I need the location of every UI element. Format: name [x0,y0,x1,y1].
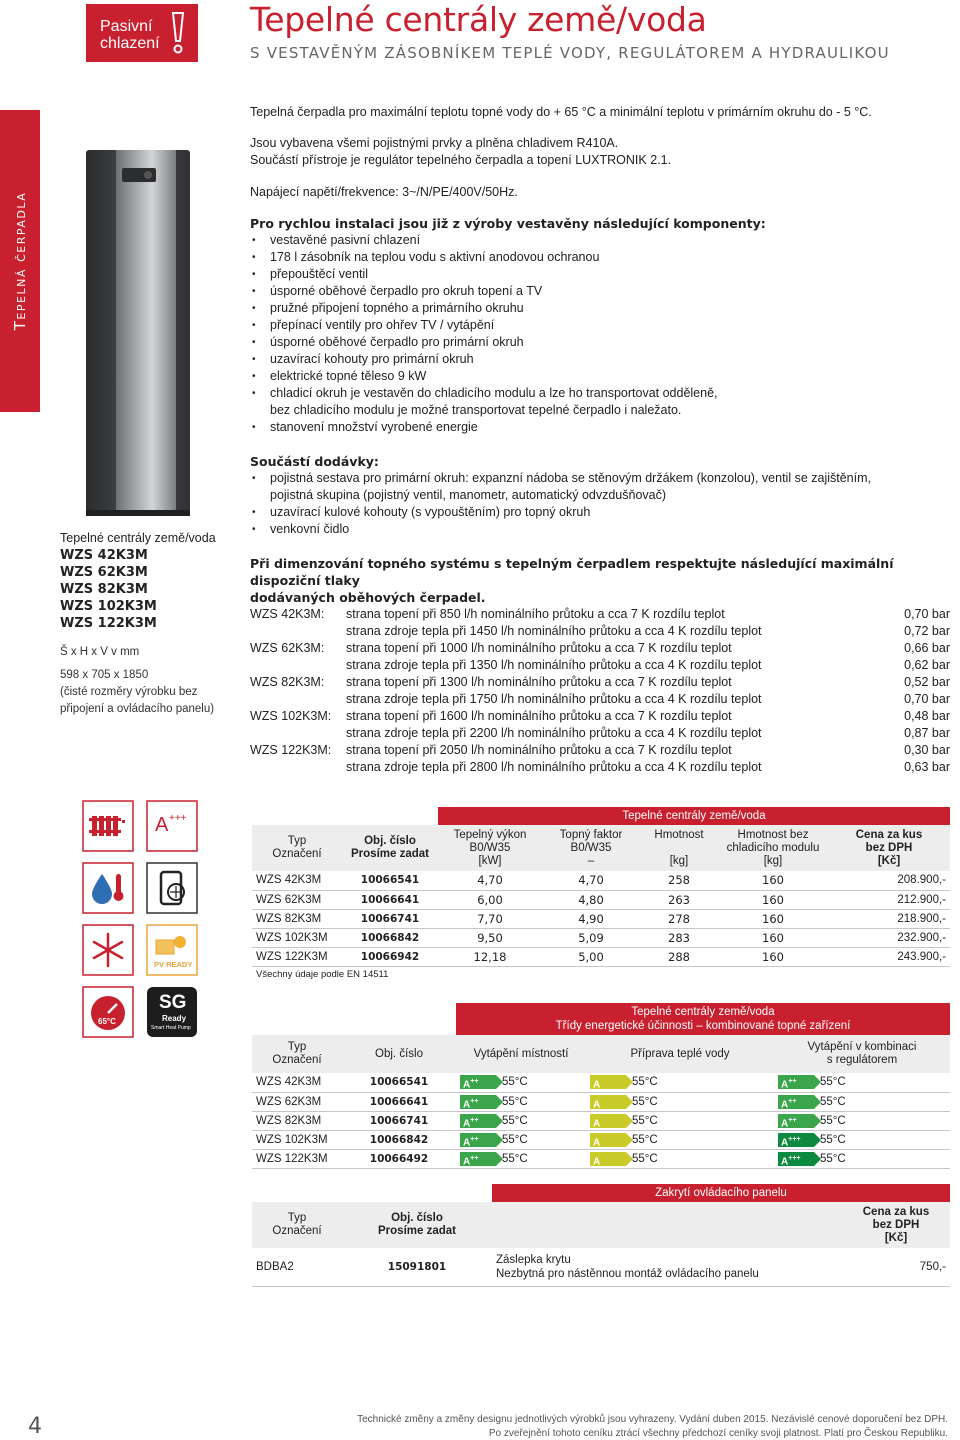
table-row [252,947,950,966]
page-title: Tepelné centrály země/voda [250,0,707,39]
cell-hmotnost: 258 [640,871,718,890]
table-row [252,1130,950,1149]
energy-badge: A++ [460,1114,496,1128]
cell-obj: 10066541 [342,1073,456,1092]
footer-line: Technické změny a změny designu jednotlivých výrobků jsou vyhrazeny. Vydání duben 2015. Nezávislé cenové doporučení bez DPH. [357,1414,948,1425]
cell-obj: 10066641 [342,1092,456,1111]
cell-tv: A 55°C [586,1130,774,1149]
cell-price: 243.900,- [828,947,950,966]
energy-badge: A++ [460,1152,496,1166]
list-item-continuation: bez chladicího modulu je možné transportovat tepelné čerpadlo i naležato. [270,403,682,417]
section-tab [0,110,40,412]
col-header-empty [492,1202,842,1248]
col-header: Typ Označení [252,1202,342,1248]
cell-faktor: 4,70 [542,871,640,890]
cell-tv: A 55°C [586,1092,774,1111]
accessory-table [252,1184,950,1287]
cell-price: 218.900,- [828,909,950,928]
intro-text: Součástí přístroje je regulátor tepelného čerpadla a topení LUXTRONIK 2.1. [250,153,672,167]
pressure-desc: strana zdroje tepla při 1750 l/h nominálního průtoku a cca 4 K rozdílu teplot [346,692,762,706]
cell-vytapeni: A++ 55°C [456,1111,586,1130]
cell-tv: A 55°C [586,1149,774,1168]
pressure-heading: dodávaných oběhových čerpadel. [250,590,486,605]
pressure-row [250,742,950,759]
energy-badge: A++ [460,1133,496,1147]
list-item: • venkovní čidlo [250,521,950,538]
cell-typ: WZS 42K3M [252,1073,342,1092]
energy-badge: A [590,1133,626,1147]
pressure-value: 0,62 bar [904,658,950,672]
table-row [252,1092,950,1111]
max-temperature-label: 65°C [98,1017,116,1026]
logo-line2: chlazení [100,35,160,52]
pressure-model: WZS 82K3M: [250,675,325,689]
pressure-row [250,606,950,623]
list-item: • chladicí okruh je vestavěn do chladicího modulu a lze ho transportovat odděleně, [250,385,950,402]
model-name: WZS 82K3M [60,582,148,597]
dimensions-note: připojení a ovládacího panelu) [60,703,215,715]
cell-typ: WZS 102K3M [252,928,342,947]
components-list [250,232,950,402]
cell-vytapeni: A++ 55°C [456,1092,586,1111]
pressure-table [250,606,950,776]
cell-faktor: 5,09 [542,928,640,947]
cell-typ: WZS 62K3M [252,1092,342,1111]
cell-desc: Záslepka krytu Nezbytná pro nástěnnou montáž ovládacího panelu [492,1248,842,1286]
product-name: Tepelné centrály země/voda [60,531,216,545]
cell-typ: WZS 42K3M [252,871,342,890]
pressure-row [250,674,950,691]
pressure-row [250,759,950,776]
pressure-row [250,657,950,674]
cell-typ: WZS 122K3M [252,1149,342,1168]
pressure-heading: Při dimenzování topného systému s tepelným čerpadlem respektujte následující maximální dispoziční tlaky [250,556,894,588]
delivery-list-tail [250,504,950,538]
list-item: • 178 l zásobník na teplou vodu s aktivní anodovou ochranou [250,249,950,266]
cell-hmotnost: 283 [640,928,718,947]
pressure-row [250,708,950,725]
pressure-desc: strana topení při 2050 l/h nominálního průtoku a cca 7 K rozdílu teplot [346,743,732,757]
col-header: Cena za kus bez DPH [Kč] [828,825,950,871]
mobile-control-icon [146,862,198,914]
cell-obj: 10066942 [342,947,438,966]
pressure-value: 0,48 bar [904,709,950,723]
model-name: WZS 102K3M [60,599,157,614]
power-supply-text: Napájecí napětí/frekvence: 3~/N/PE/400V/50Hz. [250,185,518,199]
table-note: Všechny údaje podle EN 14511 [256,969,389,981]
col-header: Vytápění v kombinaci s regulátorem [774,1035,950,1073]
cell-obj: 10066842 [342,1130,456,1149]
max-temperature-icon [82,986,134,1038]
pressure-model: WZS 102K3M: [250,709,332,723]
pressure-row [250,725,950,742]
pressure-model: WZS 62K3M: [250,641,325,655]
cell-typ: WZS 82K3M [252,1111,342,1130]
components-list-tail [250,419,950,436]
model-name: WZS 122K3M [60,616,157,631]
table-row [252,871,950,890]
table-title: Tepelné centrály země/voda Třídy energetické účinnosti – kombinované topné zařízení [456,1003,950,1035]
table-row [252,1111,950,1130]
main-content [250,104,950,776]
cell-vykon: 12,18 [438,947,542,966]
list-item: • pojistná sestava pro primární okruh: expanzní nádoba se stěnovým držákem (konzolou), ventil se zajištěním, [250,470,950,487]
cell-vykon: 7,70 [438,909,542,928]
cell-hmotnost: 263 [640,890,718,909]
pv-ready-label: PV READY [154,960,193,969]
col-header: Typ Označení [252,1035,342,1073]
cell-obj: 10066741 [342,909,438,928]
intro-text: Jsou vybavena všemi pojistnými prvky a plněna chladivem R410A. [250,136,619,150]
energy-badge: A++ [778,1114,814,1128]
dimensions-label: Š x H x V v mm [60,646,140,658]
col-header: Hmotnost [kg] [640,825,718,871]
pressure-desc: strana zdroje tepla při 2800 l/h nominálního průtoku a cca 4 K rozdílu teplot [346,760,762,774]
pressure-row [250,691,950,708]
sg-label: SG [159,992,187,1013]
exclamation-icon [164,11,190,55]
dimensions-note: (čisté rozměry výrobku bez [60,686,198,698]
cell-hmotnost-bez: 160 [718,928,828,947]
table-row [252,1149,950,1168]
cell-hmotnost: 278 [640,909,718,928]
cell-obj: 15091801 [342,1248,492,1286]
logo-line1: Pasivní [100,18,153,35]
col-header: Topný faktor B0/W35 – [542,825,640,871]
water-temperature-icon [82,862,134,914]
list-item: • přepínací ventily pro ohřev TV / vytápění [250,317,950,334]
model-name: WZS 42K3M [60,548,148,563]
pressure-value: 0,70 bar [904,607,950,621]
cell-vykon: 6,00 [438,890,542,909]
cell-hmotnost-bez: 160 [718,909,828,928]
col-header: Obj. číslo Prosíme zadat [342,825,438,871]
radiator-icon [82,800,134,852]
energy-class-label: A [155,814,169,836]
cell-kombinace: A+++ 55°C [774,1130,950,1149]
cell-kombinace: A++ 55°C [774,1073,950,1092]
cell-hmotnost-bez: 160 [718,871,828,890]
table-row [252,909,950,928]
col-header: Obj. číslo Prosíme zadat [342,1202,492,1248]
cell-typ: WZS 122K3M [252,947,342,966]
list-item-continuation: pojistná skupina (pojistný ventil, manometr, automatický odvzdušňovač) [270,488,667,502]
col-header: Hmotnost bez chladicího modulu [kg] [718,825,828,871]
pressure-value: 0,52 bar [904,675,950,689]
cell-vykon: 9,50 [438,928,542,947]
pressure-value: 0,70 bar [904,692,950,706]
cell-tv: A 55°C [586,1073,774,1092]
pressure-desc: strana topení při 850 l/h nominálního průtoku a cca 7 K rozdílu teplot [346,607,725,621]
pressure-desc: strana topení při 1600 l/h nominálního průtoku a cca 7 K rozdílu teplot [346,709,732,723]
cell-price: 750,- [842,1248,950,1286]
footer-disclaimer [357,1413,948,1440]
table-row [252,1073,950,1092]
cell-vytapeni: A++ 55°C [456,1073,586,1092]
section-tab-label: Tepelná čerpadla [11,191,29,331]
price-table [252,807,950,983]
pressure-desc: strana topení při 1000 l/h nominálního průtoku a cca 7 K rozdílu teplot [346,641,732,655]
table-row [252,1248,950,1286]
list-item: • úsporné oběhové čerpadlo pro primární okruh [250,334,950,351]
components-heading: Pro rychlou instalaci jsou již z výroby vestavěny následující komponenty: [250,216,766,231]
cell-kombinace: A++ 55°C [774,1092,950,1111]
energy-badge: A [590,1152,626,1166]
pressure-value: 0,30 bar [904,743,950,757]
col-header: Vytápění místností [456,1035,586,1073]
pressure-desc: strana zdroje tepla při 2200 l/h nominálního průtoku a cca 4 K rozdílu teplot [346,726,762,740]
page-subtitle: S VESTAVĚNÝM ZÁSOBNÍKEM TEPLÉ VODY, REGULÁTOREM A HYDRAULIKOU [250,44,890,62]
col-header: Cena za kus bez DPH [Kč] [842,1202,950,1248]
energy-class-sup: +++ [169,813,187,824]
cell-hmotnost-bez: 160 [718,947,828,966]
footer-line: Po zveřejnění tohoto ceníku ztrácí všechny předchozí ceníky svoji platnost. Platí pro Českou Republiku. [488,1428,948,1439]
cell-obj: 10066541 [342,871,438,890]
sg-ready-label: Ready [162,1014,187,1023]
pressure-value: 0,63 bar [904,760,950,774]
list-item: • úsporné oběhové čerpadlo pro okruh topení a TV [250,283,950,300]
pressure-row [250,640,950,657]
model-name: WZS 62K3M [60,565,148,580]
pressure-value: 0,66 bar [904,641,950,655]
table-title: Zakrytí ovládacího panelu [492,1184,950,1202]
sg-ready-icon [146,986,198,1038]
cell-faktor: 4,80 [542,890,640,909]
cell-typ: BDBA2 [252,1248,342,1286]
cell-hmotnost-bez: 160 [718,890,828,909]
cooling-snowflake-icon [82,924,134,976]
table-row [252,890,950,909]
product-summary [60,530,240,718]
cell-vykon: 4,70 [438,871,542,890]
energy-badge: A++ [778,1095,814,1109]
cell-typ: WZS 62K3M [252,890,342,909]
pv-ready-icon [146,924,198,976]
cell-price: 208.900,- [828,871,950,890]
intro-text: Tepelná čerpadla pro maximální teplotu topné vody do + 65 °C a minimální teplotu v primárním okruhu do - 5 °C. [250,105,872,119]
sg-small-label: Smart Heat Pump [151,1025,191,1031]
list-item: • pružné připojení topného a primárního okruhu [250,300,950,317]
cell-kombinace: A++ 55°C [774,1111,950,1130]
delivery-list [250,470,950,487]
energy-badge: A+++ [778,1152,814,1166]
energy-badge: A [590,1114,626,1128]
list-item: • stanovení množství vyrobené energie [250,419,950,436]
cell-hmotnost: 288 [640,947,718,966]
cell-price: 212.900,- [828,890,950,909]
heat-pump-product-image [82,150,194,518]
cell-vytapeni: A++ 55°C [456,1149,586,1168]
cell-obj: 10066741 [342,1111,456,1130]
col-header: Obj. číslo [342,1035,456,1073]
energy-badge: A [590,1075,626,1089]
list-item: • elektrické topné těleso 9 kW [250,368,950,385]
cell-vytapeni: A++ 55°C [456,1130,586,1149]
brand-logo [86,4,198,62]
cell-obj: 10066641 [342,890,438,909]
pressure-desc: strana zdroje tepla při 1450 l/h nominálního průtoku a cca 4 K rozdílu teplot [346,624,762,638]
pressure-desc: strana zdroje tepla při 1350 l/h nominálního průtoku a cca 4 K rozdílu teplot [346,658,762,672]
list-item: • přepouštěcí ventil [250,266,950,283]
cell-tv: A 55°C [586,1111,774,1130]
list-item: • uzavírací kohouty pro primární okruh [250,351,950,368]
energy-class-table [252,1003,950,1169]
table-title: Tepelné centrály země/voda [438,807,950,825]
dimensions-block [60,644,240,718]
list-item: • uzavírací kulové kohouty (s vypouštěním) pro topný okruh [250,504,950,521]
col-header: Tepelný výkon B0/W35 [kW] [438,825,542,871]
cell-faktor: 4,90 [542,909,640,928]
cell-typ: WZS 102K3M [252,1130,342,1149]
page-number: 4 [28,1414,42,1439]
pressure-model: WZS 122K3M: [250,743,332,757]
energy-badge: A+++ [778,1133,814,1147]
pressure-value: 0,72 bar [904,624,950,638]
cell-typ: WZS 82K3M [252,909,342,928]
delivery-heading: Součástí dodávky: [250,454,379,469]
cell-price: 232.900,- [828,928,950,947]
energy-badge: A++ [460,1075,496,1089]
energy-badge: A++ [460,1095,496,1109]
cell-obj: 10066842 [342,928,438,947]
pressure-value: 0,87 bar [904,726,950,740]
col-header: Příprava teplé vody [586,1035,774,1073]
pressure-model: WZS 42K3M: [250,607,325,621]
table-row [252,928,950,947]
pressure-row [250,623,950,640]
col-header: Typ Označení [252,825,342,871]
cell-kombinace: A+++ 55°C [774,1149,950,1168]
list-item: • vestavěné pasivní chlazení [250,232,950,249]
pressure-desc: strana topení při 1300 l/h nominálního průtoku a cca 7 K rozdílu teplot [346,675,732,689]
cell-faktor: 5,00 [542,947,640,966]
dimensions-value: 598 x 705 x 1850 [60,669,149,681]
energy-class-icon [146,800,198,852]
cell-obj: 10066492 [342,1149,456,1168]
energy-badge: A [590,1095,626,1109]
energy-badge: A++ [778,1075,814,1089]
